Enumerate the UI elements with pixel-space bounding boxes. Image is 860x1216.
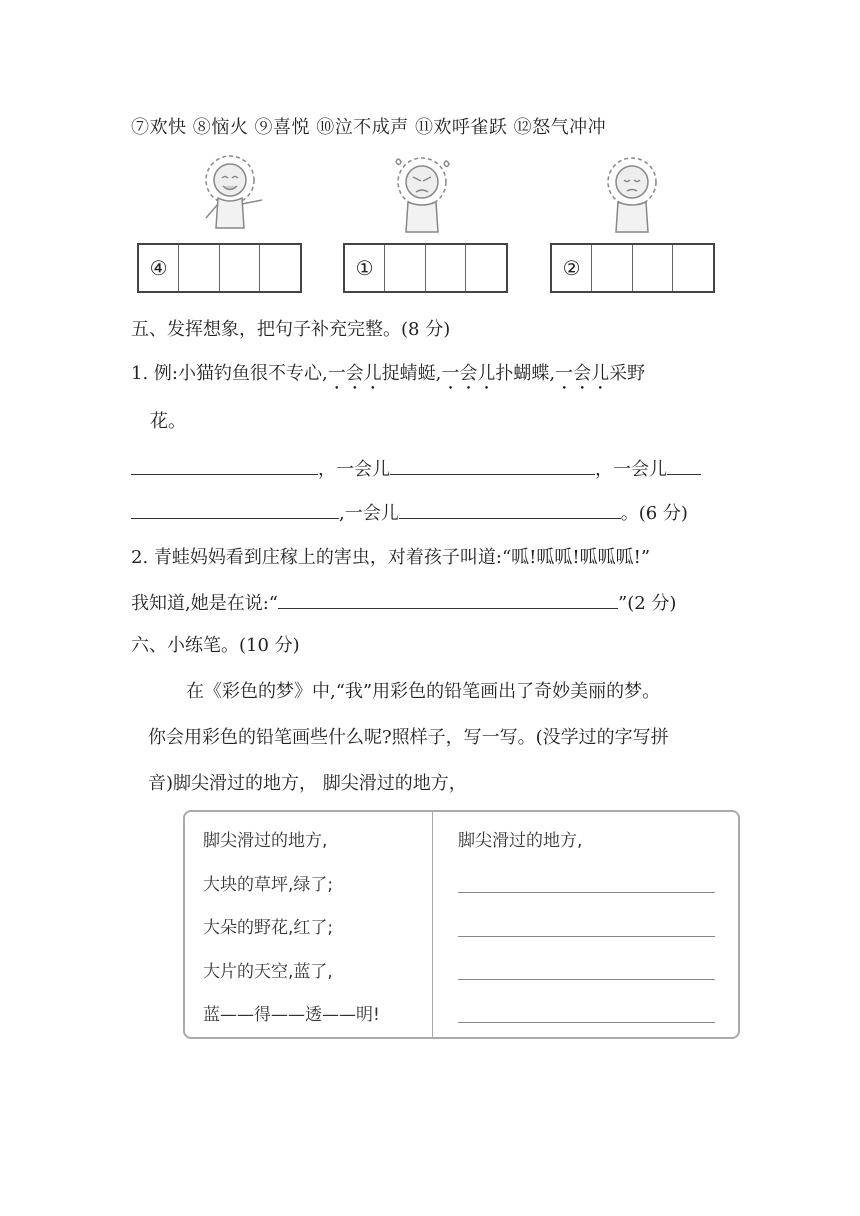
section6-title: 六、小练笔。(10 分) <box>131 635 300 656</box>
example-line: 大朵的野花,红了; <box>203 918 334 938</box>
answer-blank[interactable] <box>399 500 621 519</box>
q1-prefix: 1. 例:小猫钓鱼很不专心, <box>131 363 328 384</box>
box-divider <box>432 812 433 1037</box>
writing-line[interactable] <box>458 1022 715 1023</box>
section6-paragraph-1: 在《彩色的梦》中,“我”用彩色的铅笔画出了奇妙美丽的梦。 <box>186 681 661 702</box>
answer-blank[interactable] <box>131 456 318 475</box>
grid-cell-label: ① <box>345 245 385 291</box>
grid-cell[interactable] <box>633 245 673 291</box>
grid-cell-label: ④ <box>139 245 179 291</box>
q2-prefix: 我知道,她是在说:“ <box>131 593 278 614</box>
q1-part: 捉蜻蜓, <box>381 363 442 384</box>
option-item: ⑧恼火 <box>192 117 249 138</box>
fill-text: 。(6 分) <box>620 503 688 524</box>
fill-text: ，一会儿 <box>318 459 390 480</box>
emphasis-word: 一会儿 <box>327 363 382 384</box>
example-line: 蓝——得——透——明! <box>203 1005 380 1025</box>
answer-blank[interactable] <box>131 500 339 519</box>
q2-line-1: 2. 青蛙妈妈看到庄稼上的害虫，对着孩子叫道:“呱!呱呱!呱呱呱!” <box>131 547 651 568</box>
section5-title: 五、发挥想象，把句子补充完整。(8 分) <box>131 319 451 340</box>
grid-cell-label: ② <box>552 245 592 291</box>
option-item: ⑪欢呼雀跃 <box>414 117 508 138</box>
answer-grid-3 <box>550 243 715 293</box>
q2-suffix: ”(2 分) <box>618 593 677 614</box>
example-line: 脚尖滑过的地方, <box>203 831 328 851</box>
emotion-options-line <box>131 116 606 140</box>
grid-cell[interactable] <box>220 245 260 291</box>
answer-grid-2 <box>343 243 508 293</box>
q2-line-2 <box>131 590 676 616</box>
q1-fill-line-2 <box>131 500 688 526</box>
grid-cell[interactable] <box>385 245 425 291</box>
option-item: ⑫怒气冲冲 <box>513 117 607 138</box>
grid-cell[interactable] <box>426 245 466 291</box>
answer-blank[interactable] <box>278 590 618 609</box>
option-item: ⑩泣不成声 <box>316 117 409 138</box>
section6-paragraph-2: 你会用彩色的铅笔画些什么呢?照样子，写一写。(没学过的字写拼 <box>148 727 669 748</box>
answer-blank[interactable] <box>667 456 701 475</box>
grid-cell[interactable] <box>466 245 506 291</box>
q1-fill-line-1 <box>131 456 701 482</box>
example-line: 大片的天空,蓝了, <box>203 962 333 982</box>
grid-cell[interactable] <box>260 245 300 291</box>
q1-part: 采野 <box>609 363 646 384</box>
right-title: 脚尖滑过的地方, <box>458 831 583 851</box>
grid-cell[interactable] <box>592 245 632 291</box>
q1-example-continuation: 花。 <box>150 411 186 432</box>
fill-text: ,一会儿 <box>339 503 399 524</box>
section6-paragraph-3: 音)脚尖滑过的地方， 脚尖滑过的地方， <box>148 773 467 794</box>
q1-part: 扑蝴蝶, <box>495 363 556 384</box>
writing-line[interactable] <box>458 979 715 980</box>
answer-grid-1 <box>137 243 302 293</box>
q1-example-line <box>131 362 645 394</box>
angry-lion-illustration <box>382 152 462 244</box>
grid-cell[interactable] <box>179 245 219 291</box>
writing-line[interactable] <box>458 892 715 893</box>
emphasis-word: 一会儿 <box>441 363 496 384</box>
happy-lion-illustration <box>190 150 270 242</box>
answer-blank[interactable] <box>390 456 595 475</box>
grid-cell[interactable] <box>673 245 713 291</box>
fill-text: ，一会儿 <box>595 459 667 480</box>
emphasis-word: 一会儿 <box>555 363 610 384</box>
example-line: 大块的草坪,绿了; <box>203 875 334 895</box>
writing-example-box <box>183 810 740 1039</box>
sad-lion-illustration <box>592 152 672 244</box>
option-item: ⑦欢快 <box>131 117 187 138</box>
option-item: ⑨喜悦 <box>254 117 310 138</box>
writing-line[interactable] <box>458 936 715 937</box>
